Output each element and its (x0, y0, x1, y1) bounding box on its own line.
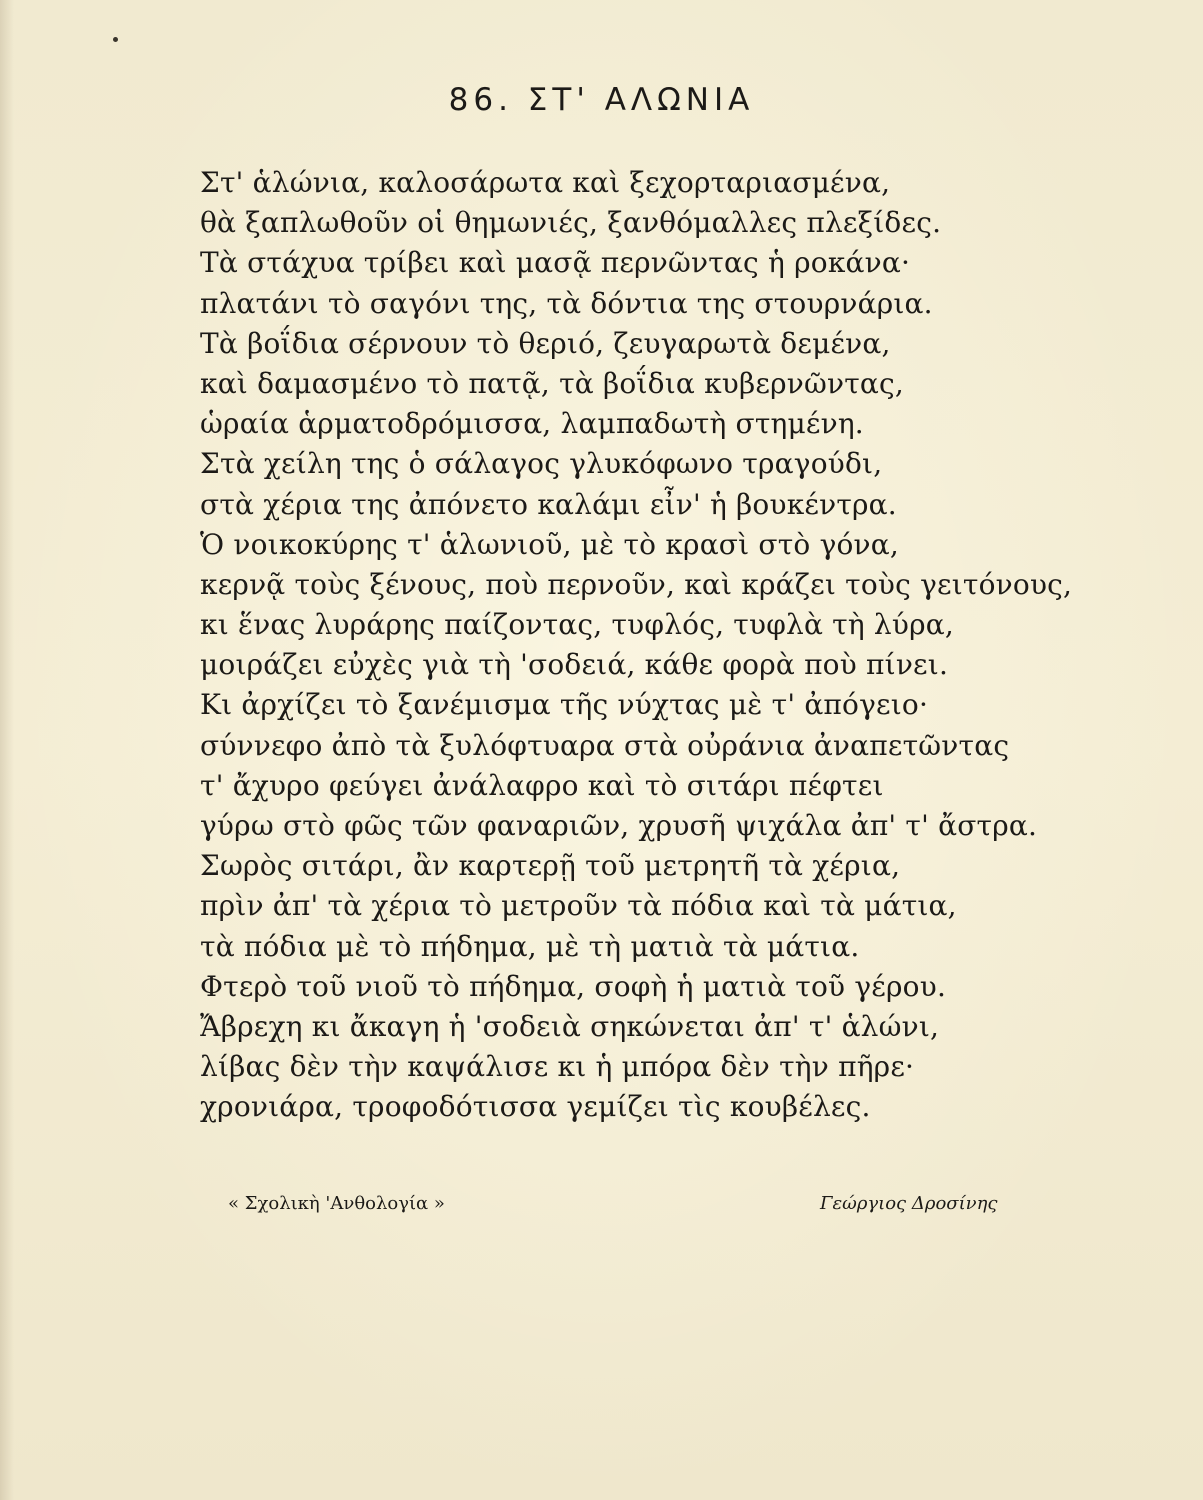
poem-line: Φτερὸ τοῦ νιοῦ τὸ πήδημα, σοφὴ ἡ ματιὰ τοῦ γέρου. (200, 969, 947, 1003)
poem-line: τ' ἄχυρο φεύγει ἀνάλαφρο καὶ τὸ σιτάρι πέφτει (200, 768, 884, 802)
paper-speck (113, 37, 118, 42)
page-title: 86. ΣΤ' ΑΛΩΝΙΑ (448, 82, 755, 118)
poem-line: καὶ δαμασμένο τὸ πατᾷ, τὰ βοΐδια κυβερνῶντας, (200, 366, 905, 400)
poem-line: τὰ πόδια μὲ τὸ πήδημα, μὲ τὴ ματιὰ τὰ μάτια. (200, 929, 860, 963)
poem-line: κι ἕνας λυράρης παίζοντας, τυφλός, τυφλὰ τὴ λύρα, (200, 608, 954, 642)
poem-text (200, 163, 1100, 1128)
poem-line: θὰ ξαπλωθοῦν οἱ θημωνιές, ξανθόμαλλες πλεξίδες. (200, 206, 942, 240)
source-citation: « Σχολικὴ 'Ανθολογία » (228, 1193, 445, 1214)
poem-line: στὰ χέρια της ἀπόνετο καλάμι εἶν' ἡ βουκέντρα. (200, 487, 897, 521)
poem-line: μοιράζει εὐχὲς γιὰ τὴ 'σοδειά, κάθε φορὰ ποὺ πίνει. (200, 648, 949, 682)
page-edge-shadow (0, 0, 14, 1500)
poem-line: λίβας δὲν τὴν καψάλισε κι ἡ μπόρα δὲν τὴν πῆρε· (200, 1050, 915, 1084)
poem-line: γύρω στὸ φῶς τῶν φαναριῶν, χρυσῆ ψιχάλα ἀπ' τ' ἄστρα. (200, 809, 1038, 842)
poem-line: χρονιάρα, τροφοδότισσα γεμίζει τὶς κουβέλες. (200, 1090, 871, 1124)
poem-line: ὡραία ἁρματοδρόμισσα, λαμπαδωτὴ στημένη. (200, 407, 864, 441)
poem-line: Στ' ἁλώνια, καλοσάρωτα καὶ ξεχορταριασμένα, (200, 166, 891, 199)
poem-line: Κι ἀρχίζει τὸ ξανέμισμα τῆς νύχτας μὲ τ' ἀπόγειο· (200, 688, 929, 722)
poem-line: Σωρὸς σιτάρι, ἂν καρτερῇ τοῦ μετρητῆ τὰ χέρια, (200, 849, 901, 883)
poem-line: σύννεφο ἀπὸ τὰ ξυλόφτυαρα στὰ οὐράνια ἀναπετῶντας (200, 728, 1010, 762)
poem-line: Τὰ βοΐδια σέρνουν τὸ θεριό, ζευγαρωτὰ δεμένα, (200, 326, 891, 360)
poem-line: πρὶν ἀπ' τὰ χέρια τὸ μετροῦν τὰ πόδια καὶ τὰ μάτια, (200, 889, 957, 923)
poem-line: Ὁ νοικοκύρης τ' ἁλωνιοῦ, μὲ τὸ κρασὶ στὸ γόνα, (200, 527, 899, 561)
poem-line: Τὰ στάχυα τρίβει καὶ μασᾷ περνῶντας ἡ ροκάνα· (200, 246, 911, 280)
poem-line: πλατάνι τὸ σαγόνι της, τὰ δόντια της στουρνάρια. (200, 286, 933, 320)
poem-line: Ἄβρεχη κι ἄκαγη ἡ 'σοδειὰ σηκώνεται ἀπ' τ' ἁλώνι, (200, 1009, 940, 1043)
poem-line: Στὰ χείλη της ὁ σάλαγος γλυκόφωνο τραγούδι, (200, 447, 883, 481)
poem-line: κερνᾷ τοὺς ξένους, ποὺ περνοῦν, καὶ κράζει τοὺς γειτόνους, (200, 567, 1073, 601)
author-name: Γεώργιος Δροσίνης (820, 1193, 998, 1214)
